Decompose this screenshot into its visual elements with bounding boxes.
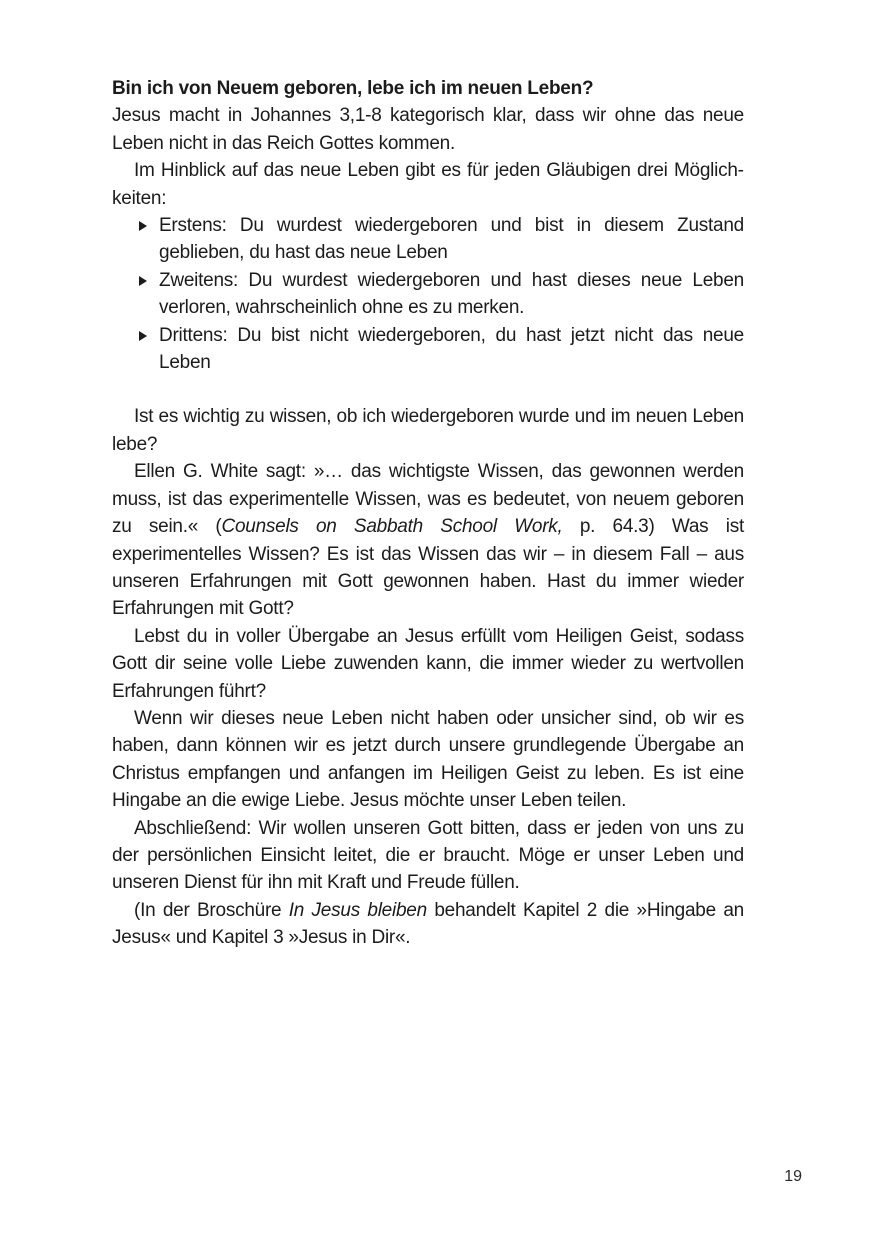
brochure-title: In Jesus bleiben <box>288 899 427 921</box>
quote-paragraph <box>112 458 744 622</box>
paragraph-gap <box>112 376 744 403</box>
list-item-text: Erstens: Du wurdest wiedergeboren und bist in diesem Zustand geblieben, du hast das neue Leben <box>159 215 744 264</box>
surrender-paragraph: Lebst du in voller Übergabe an Jesus erfüllt vom Heiligen Geist, sodass Gott dir seine volle Liebe zuwenden kann, die immer wieder zu wertvollen Erfahrungen führt? <box>112 625 744 702</box>
quote-text: Ellen G. White sagt: »… das wichtigste Wissen, das gewonnen werden muss, ist das experimentelle Wissen, was es bedeutet, von neuem geboren zu sein.« ( <box>112 461 744 538</box>
brochure-text: (In der Broschüre <box>134 899 289 921</box>
list-item-text: Zweitens: Du wurdest wiedergeboren und hast dieses neue Leben verloren, wahrscheinlich ohne es zu merken. <box>159 269 744 319</box>
page-number: 19 <box>784 1168 802 1185</box>
list-item-text: Drittens: Du bist nicht wiedergeboren, du hast jetzt nicht das neue Leben <box>159 324 744 374</box>
section-heading: Bin ich von Neuem geboren, lebe ich im neuen Leben? <box>112 78 594 99</box>
intro-paragraph: Jesus macht in Johannes 3,1-8 kategorisch klar, dass wir ohne das neue Leben nicht in das Reich Gottes kommen. <box>112 105 744 154</box>
triangle-bullet-icon <box>139 331 147 341</box>
possibilities-list <box>112 212 744 376</box>
list-item <box>159 267 744 322</box>
brochure-paragraph <box>112 897 744 952</box>
quote-continuation: p. 64.3) Was ist experimentelles Wissen? Es ist das Wissen das wir – in diesem Fall – aus unseren Erfahrungen mit Gott gewonnen haben. Hast du immer wieder Erfahrungen mit Gott? <box>112 516 744 620</box>
page-body <box>112 75 744 952</box>
list-item <box>159 322 744 377</box>
closing-paragraph: Abschließend: Wir wollen unseren Gott bitten, dass er jeden von uns zu der persönlichen Einsicht leitet, die er braucht. Möge er unser Leben und unseren Dienst für ihn mit Kraft und Freude füllen. <box>112 817 744 894</box>
quote-source: Counsels on Sabbath School Work, <box>221 516 563 538</box>
possibilities-paragraph: Im Hinblick auf das neue Leben gibt es für jeden Gläubigen drei Möglichkeiten: <box>112 160 744 209</box>
list-item <box>159 212 744 267</box>
brochure-continuation: behandelt Kapitel 2 die »Hingabe an Jesus« und Kapitel 3 »Jesus in Dir«. <box>112 899 744 949</box>
triangle-bullet-icon <box>139 276 147 286</box>
triangle-bullet-icon <box>139 221 147 231</box>
new-life-paragraph: Wenn wir dieses neue Leben nicht haben oder unsicher sind, ob wir es haben, dann können wir es jetzt durch unsere grundlegende Übergabe an Christus empfangen und anfangen im Heiligen Geist zu leben. Es ist eine Hingabe an die ewige Liebe. Jesus möchte unser Leben teilen. <box>112 707 744 812</box>
question-paragraph: Ist es wichtig zu wissen, ob ich wiedergeboren wurde und im neuen Leben lebe? <box>112 406 744 455</box>
